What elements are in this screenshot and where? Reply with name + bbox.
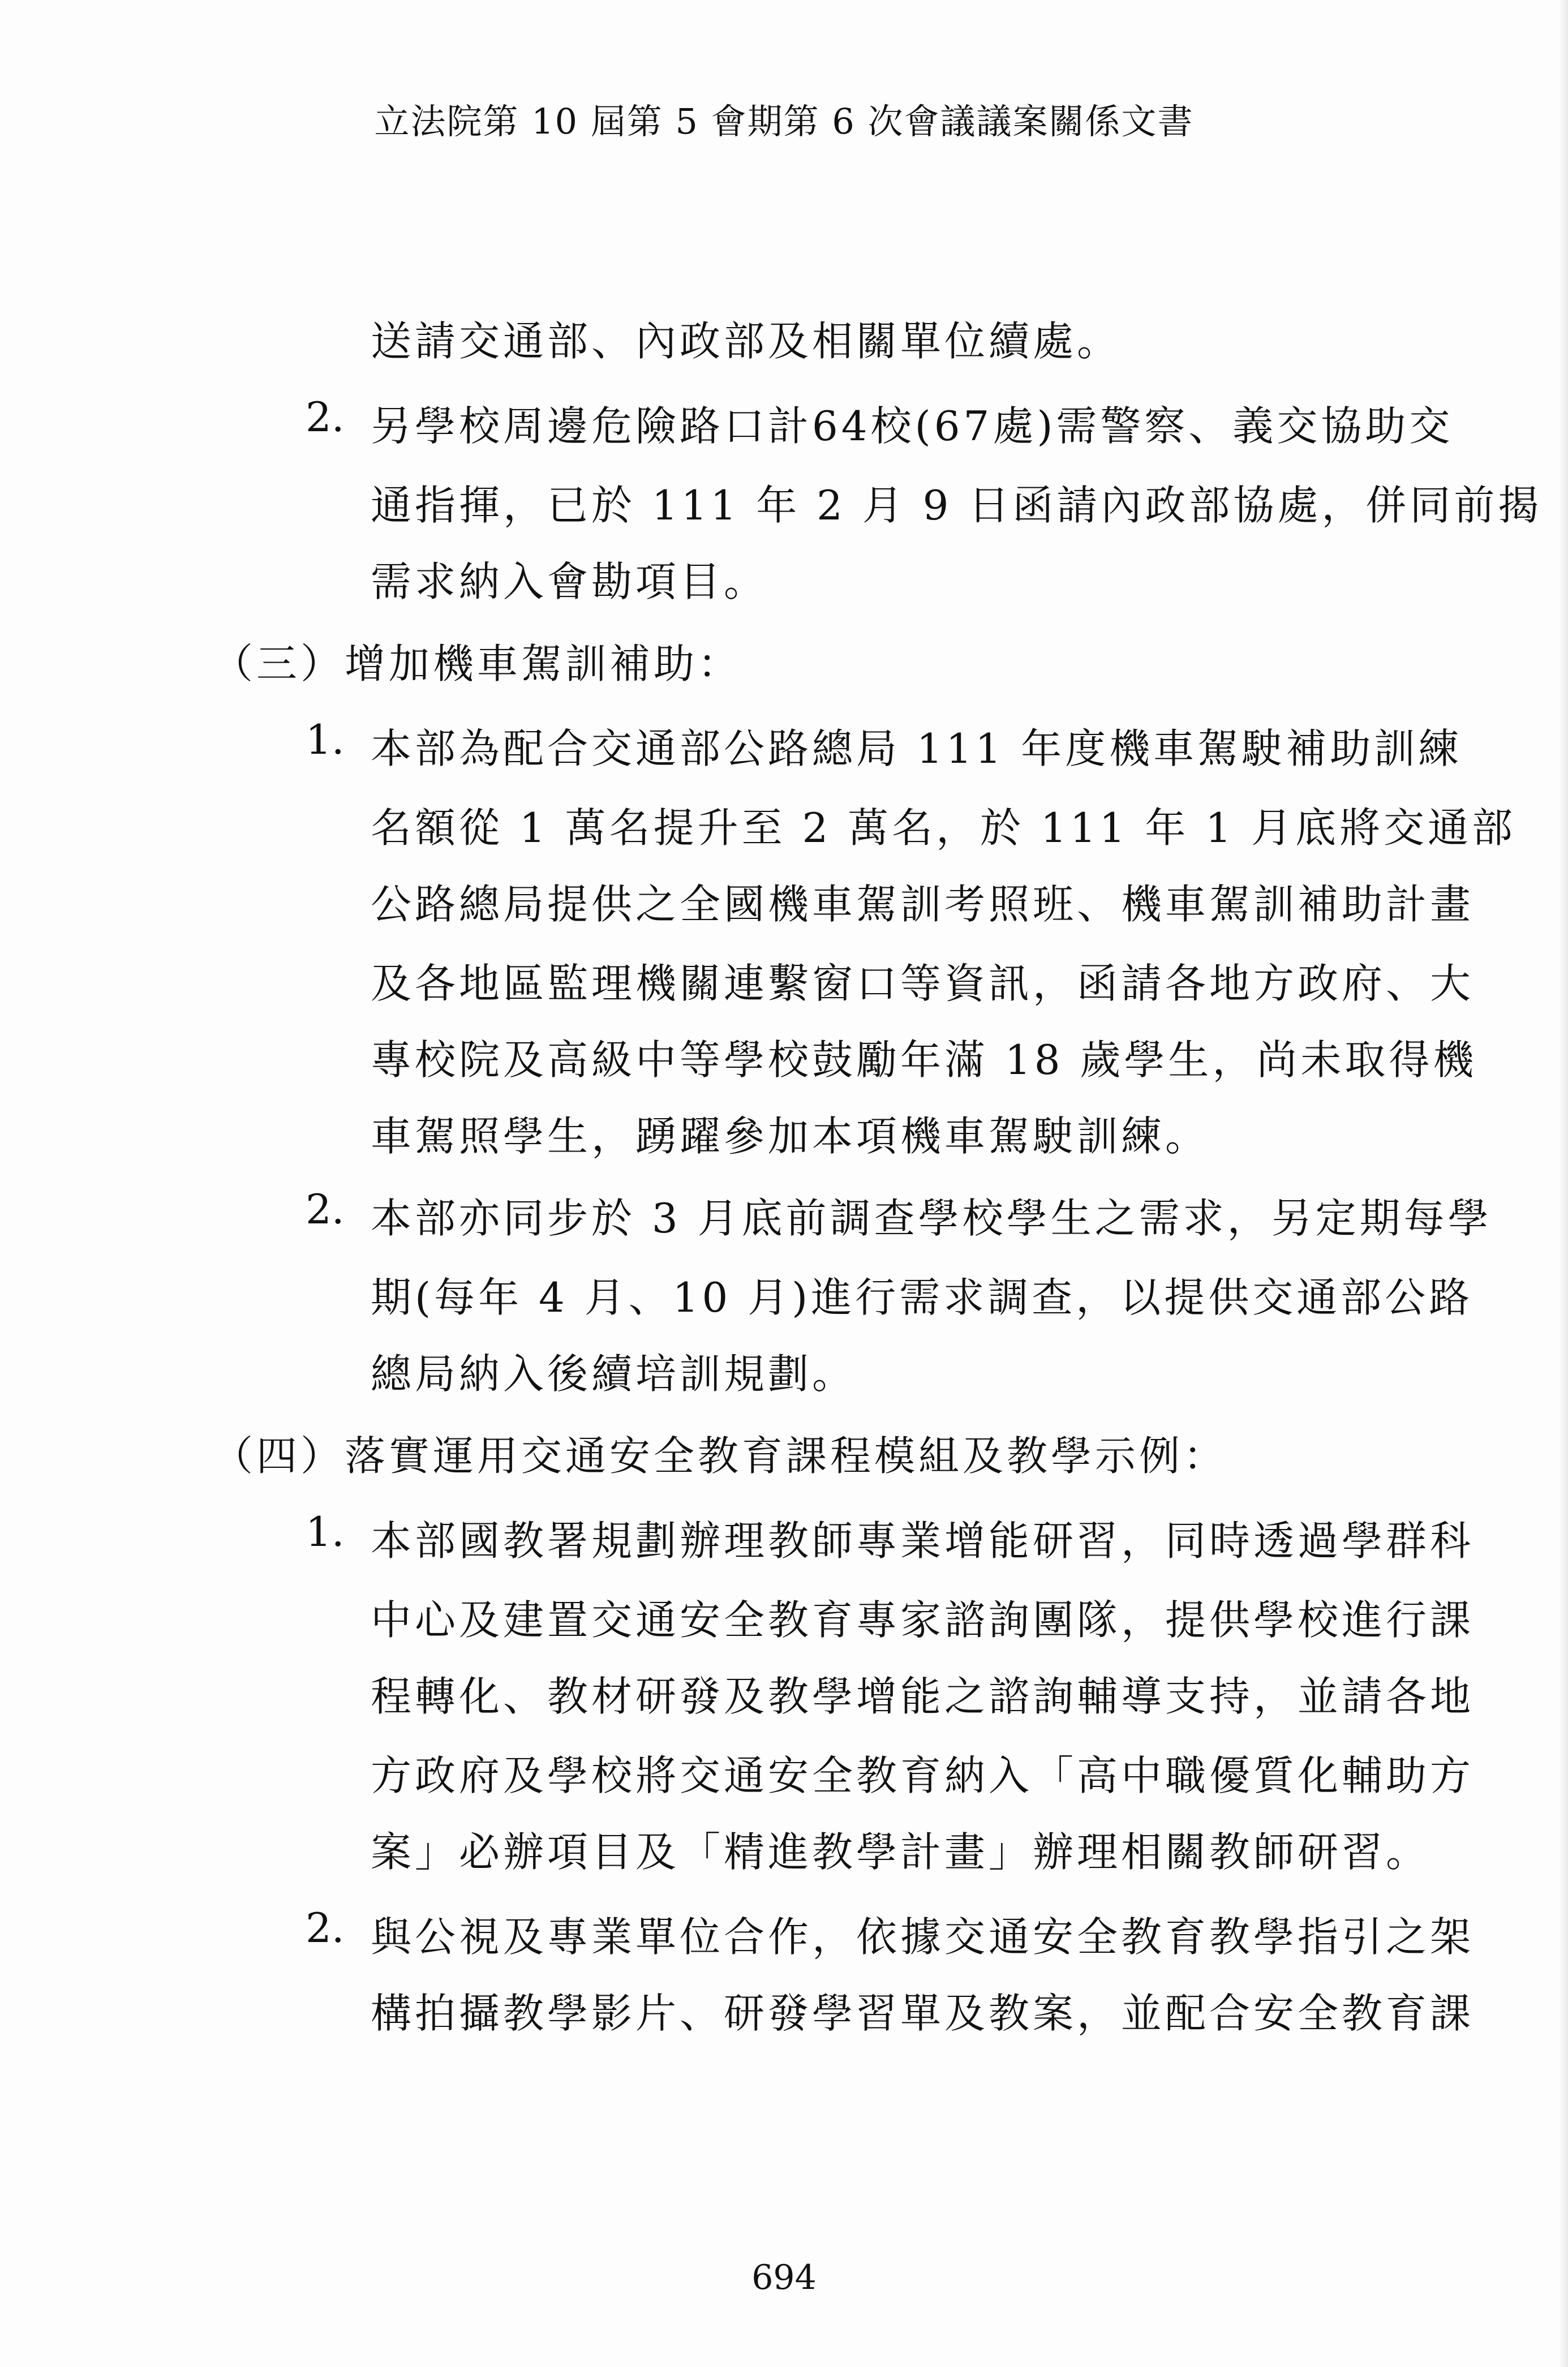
text-line: 總局納入後續培訓規劃。: [371, 1350, 857, 1398]
text-line: 送請交通部、內政部及相關單位續處。: [371, 317, 1122, 365]
text-line: 本部國教署規劃辦理教師專業增能研習，同時透過學群科: [371, 1517, 1475, 1565]
item-number: 2.: [306, 1904, 345, 1952]
page-number: 694: [751, 2258, 817, 2297]
document-header: 立法院第 10 屆第 5 會期第 6 次會議議案關係文書: [374, 101, 1194, 142]
section-title: （三）增加機車駕訓補助：: [212, 640, 742, 688]
text-line: 通指揮，已於 111 年 2 月 9 日函請內政部協處，併同前揭: [371, 482, 1543, 529]
text-line: 車駕照學生，踴躍參加本項機車駕駛訓練。: [371, 1112, 1210, 1160]
text-line: 案」必辦項目及「精進教學計畫」辦理相關教師研習。: [371, 1828, 1430, 1876]
text-line: 中心及建置交通安全教育專家諮詢團隊，提供學校進行課: [371, 1596, 1475, 1644]
text-line: 期(每年 4 月、10 月)進行需求調查，以提供交通部公路: [371, 1274, 1474, 1321]
text-line: 另學校周邊危險路口計64校(67處)需警察、義交協助交: [371, 402, 1454, 450]
text-line: 需求納入會勘項目。: [371, 558, 768, 605]
item-number: 1.: [306, 716, 345, 763]
text-line: 名額從 1 萬名提升至 2 萬名，於 111 年 1 月底將交通部: [371, 804, 1516, 852]
item-number: 2.: [306, 1185, 345, 1233]
item-number: 1.: [306, 1508, 345, 1556]
text-line: 及各地區監理機關連繫窗口等資訊，函請各地方政府、大: [371, 960, 1475, 1007]
text-line: 與公視及專業單位合作，依據交通安全教育教學指引之架: [371, 1913, 1475, 1961]
text-line: 本部為配合交通部公路總局 111 年度機車駕駛補助訓練: [371, 725, 1463, 772]
text-line: 方政府及學校將交通安全教育納入「高中職優質化輔助方: [371, 1752, 1475, 1799]
text-line: 專校院及高級中等學校鼓勵年滿 18 歲學生，尚未取得機: [371, 1036, 1477, 1084]
text-line: 程轉化、教材研發及教學增能之諮詢輔導支持，並請各地: [371, 1673, 1475, 1720]
text-line: 構拍攝教學影片、研發學習單及教案，並配合安全教育課: [371, 1990, 1475, 2037]
scan-edge-shadow: [1558, 0, 1568, 2367]
text-line: 公路總局提供之全國機車駕訓考照班、機車駕訓補助計畫: [371, 880, 1475, 928]
item-number: 2.: [306, 393, 345, 441]
text-line: 本部亦同步於 3 月底前調查學校學生之需求，另定期每學: [371, 1195, 1492, 1242]
section-title: （四）落實運用交通安全教育課程模組及教學示例：: [212, 1432, 1228, 1480]
